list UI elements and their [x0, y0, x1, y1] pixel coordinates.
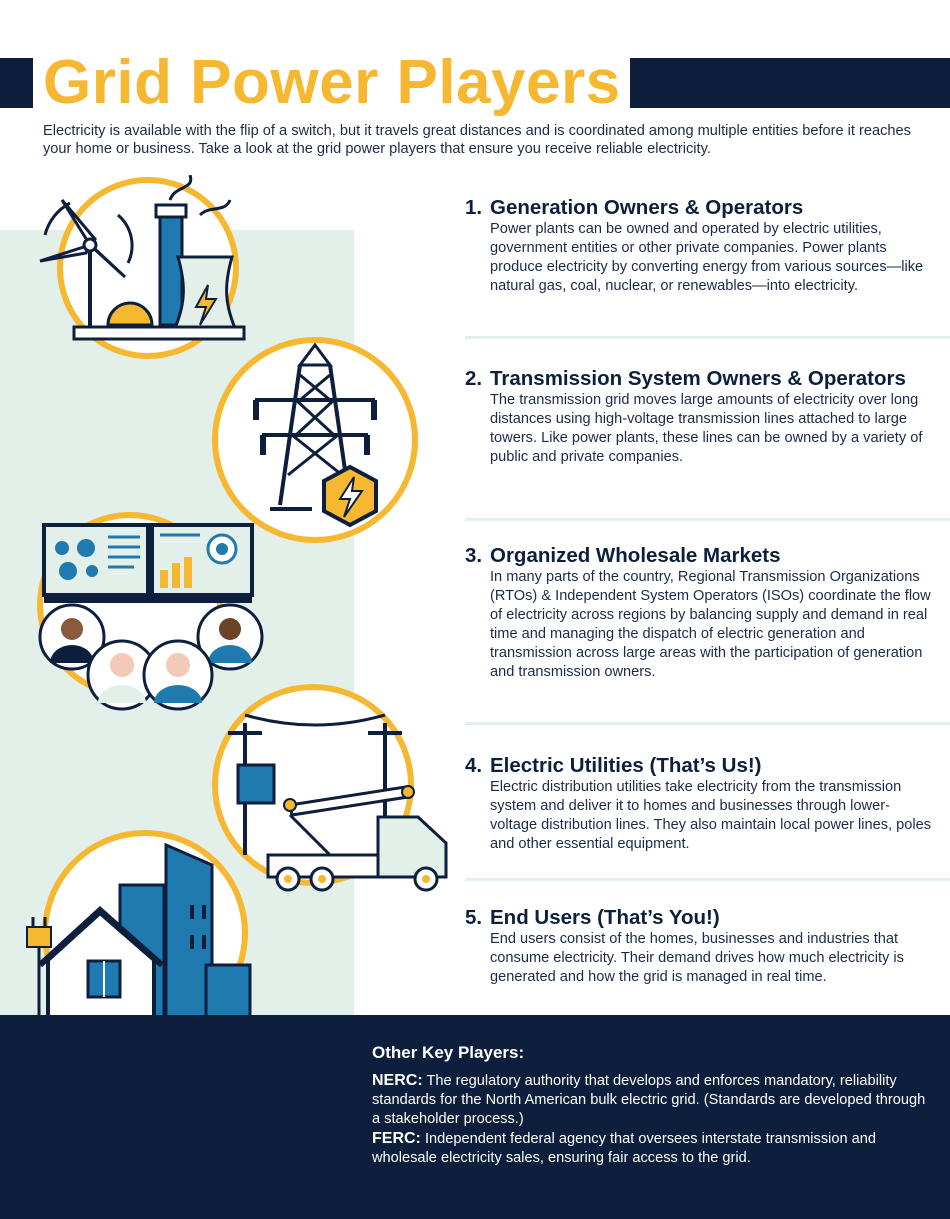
section-body: Power plants can be owned and operated by electric utilities, government entities or other private companies. Power plants produce electricity by converting energy from various sources—like natural gas, coal, nuclear, or renewables—into electricity.	[490, 221, 924, 294]
section-wholesale-markets	[465, 543, 935, 682]
title-bar-left	[0, 58, 33, 108]
market-operators-icon	[40, 515, 262, 709]
ferc-label: FERC:	[372, 1130, 421, 1147]
section-transmission	[465, 366, 935, 467]
section-generation	[465, 195, 935, 296]
section-electric-utilities	[465, 753, 935, 854]
nerc-label: NERC:	[372, 1072, 423, 1089]
section-title: Organized Wholesale Markets	[490, 544, 781, 567]
divider	[465, 336, 950, 339]
divider	[465, 518, 950, 521]
section-body: End users consist of the homes, businesses and industries that consume electricity. Their demand drives how much electricity is generated and how the grid is managed in real time.	[490, 931, 904, 985]
section-title: Transmission System Owners & Operators	[490, 367, 906, 390]
nerc-text: The regulatory authority that develops and enforces mandatory, reliability standards for the North American bulk electric grid. (Standards are developed through a stakeholder process.)	[372, 1073, 926, 1127]
section-number: 4.	[465, 754, 483, 777]
section-number: 5.	[465, 906, 483, 929]
footer-panel	[0, 1015, 950, 1219]
illustrations	[0, 175, 460, 1035]
title-banner	[0, 50, 950, 116]
ferc-text: Independent federal agency that oversees interstate transmission and wholesale electricity sales, ensuring fair access to the grid.	[372, 1131, 877, 1166]
title-bar-right	[630, 58, 950, 108]
footer-nerc	[372, 1071, 932, 1129]
section-number: 1.	[465, 196, 483, 219]
section-title: Generation Owners & Operators	[490, 196, 804, 219]
footer-title: Other Key Players:	[372, 1043, 525, 1062]
bucket-truck-icon	[215, 687, 446, 890]
divider	[465, 722, 950, 725]
section-number: 3.	[465, 544, 483, 567]
section-body: The transmission grid moves large amounts of electricity over long distances using high-voltage transmission lines attached to large towers. Like power plants, these lines can be owned by a variety of public and private companies.	[490, 392, 923, 465]
power-plant-icon	[40, 175, 244, 356]
intro-text: Electricity is available with the flip of a switch, but it travels great distances and is coordinated among multiple entities before it reaches your home or business. Take a look at the grid power players that ensure you receive reliable electricity.	[43, 123, 911, 157]
home-building-icon	[27, 833, 250, 1033]
page-title: Grid Power Players	[43, 48, 621, 117]
section-number: 2.	[465, 367, 483, 390]
section-title: Electric Utilities (That’s Us!)	[490, 754, 762, 777]
section-title: End Users (That’s You!)	[490, 906, 720, 929]
divider	[465, 878, 950, 881]
transmission-tower-icon	[215, 340, 415, 540]
section-body: In many parts of the country, Regional Transmission Organizations (RTOs) & Independent System Operators (ISOs) coordinate the flow of electricity across regions by balancing supply and demand in real time and managing the dispatch of electric generation and transmission across large areas with the participation of generation and transmission owners.	[490, 569, 931, 680]
footer-ferc	[372, 1129, 932, 1168]
section-body: Electric distribution utilities take electricity from the transmission system and deliver it to homes and businesses through lower-voltage distribution lines. They also maintain local power lines, poles and other essential equipment.	[490, 779, 932, 852]
section-end-users	[465, 905, 935, 987]
